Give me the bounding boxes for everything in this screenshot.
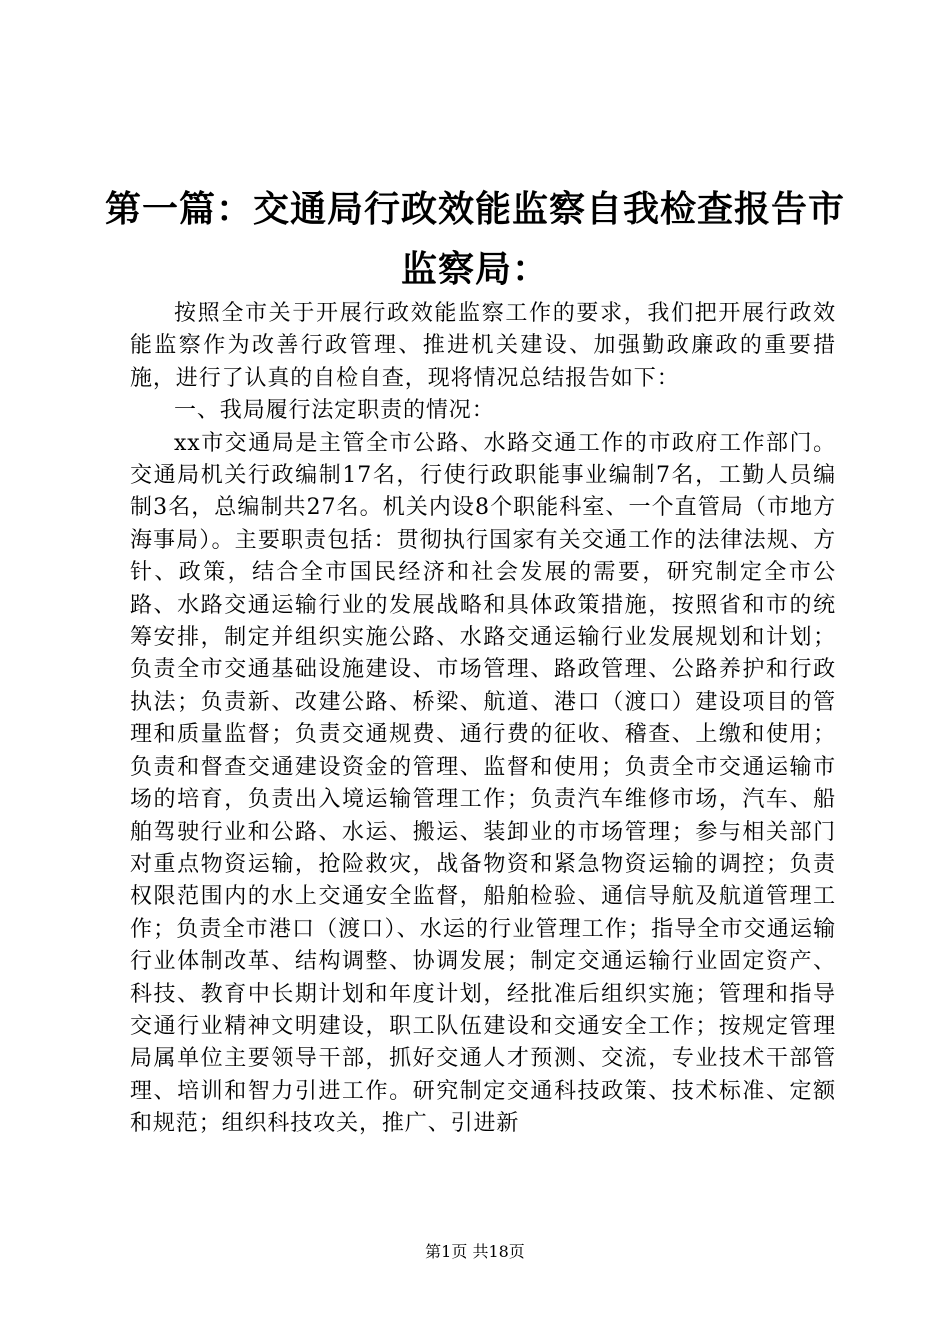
paragraph-section-heading: 一、我局履行法定职责的情况： — [174, 398, 495, 424]
paragraph-intro: 按照全市关于开展行政效能监察工作的要求，我们把开展行政效能监察作为改善行政管理、推进机关建设、加强勤政廉政的重要措施，进行了认真的自检自查，现将情况总结报告如下： — [130, 301, 836, 391]
document-body — [130, 298, 836, 1141]
page-footer: 第1页 共18页 — [425, 1242, 525, 1261]
paragraph-duties: xx市交通局是主管全市公路、水路交通工作的市政府工作部门。交通局机关行政编制17名，行使行政职能事业编制7名，工勤人员编制3名，总编制共27名。机关内设8个职能科室、一个直管局（市地方海事局）。主要职责包括：贯彻执行国家有关交通工作的法律法规、方针、政策，结合全市国民经济和社会发展的需要，研究制定全市公路、水路交通运输行业的发展战略和具体政策措施，按照省和市的统筹安排，制定并组织实施公路、水路交通运输行业发展规划和计划；负责全市交通基础设施建设、市场管理、路政管理、公路养护和行政执法；负责新、改建公路、桥梁、航道、港口（渡口）建设项目的管理和质量监督；负责交通规费、通行费的征收、稽查、上缴和使用；负责和督查交通建设资金的管理、监督和使用；负责全市交通运输市场的培育，负责出入境运输管理工作；负责汽车维修市场，汽车、船舶驾驶行业和公路、水运、搬运、装卸业的市场管理；参与相关部门对重点物资运输，抢险救灾，战备物资和紧急物资运输的调控；负责权限范围内的水上交通安全监督，船舶检验、通信导航及航道管理工作；负责全市港口（渡口）、水运的行业管理工作；指导全市交通运输行业体制改革、结构调整、协调发展；制定交通运输行业固定资产、科技、教育中长期计划和年度计划，经批准后组织实施；管理和指导交通行业精神文明建设，职工队伍建设和交通安全工作；按规定管理局属单位主要领导干部，抓好交通人才预测、交流，专业技术干部管理、培训和智力引进工作。研究制定交通科技政策、技术标准、定额和规范；组织科技攻关，推广、引进新 — [130, 430, 836, 1137]
document-title-line-1: 第一篇：交通局行政效能监察自我检查报告市 — [104, 189, 845, 230]
document-title-line-2: 监察局： — [400, 249, 549, 290]
